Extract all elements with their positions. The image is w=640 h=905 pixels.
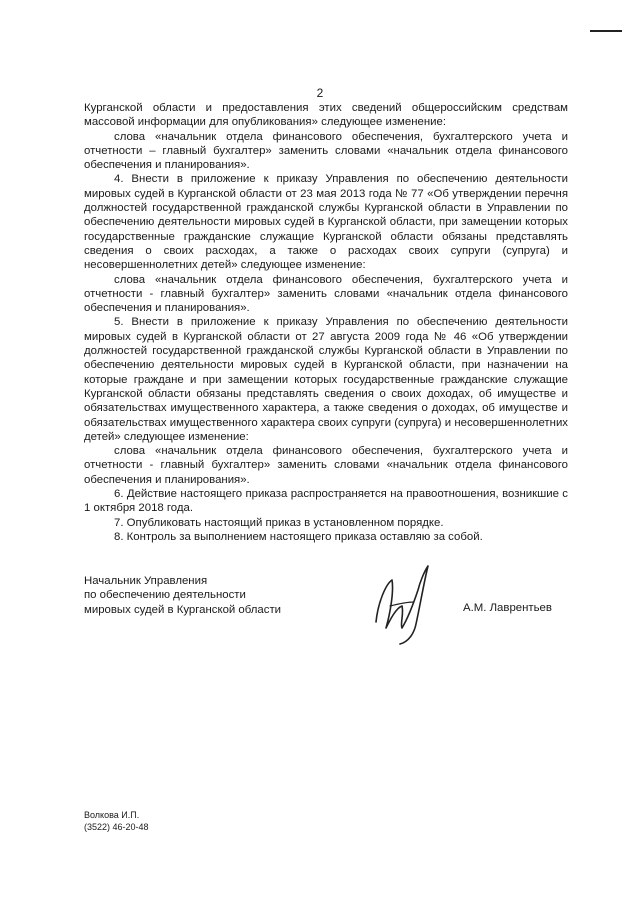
signer-title-line: Начальник Управления <box>84 575 208 587</box>
signer-title <box>84 574 324 617</box>
paragraph: слова «начальник отдела финансового обеспечения, бухгалтерского учета и отчетности - главный бухгалтер» заменить словами «начальник отдела финансового обеспечения и планирования». <box>84 445 568 486</box>
paragraph: 5. Внести в приложение к приказу Управления по обеспечению деятельности мировых судей в Курганской области от 27 августа 2009 года № 46 «Об утверждении должностей государственной гражданской службы Курганской области в Управлении по обеспечению деятельности мировых судей в Курганской области, при назначении на которые граждане и при замещении которых государственные гражданские служащие Курганской области обязаны представлять сведения о своих доходах, об имуществе и обязательствах имущественного характера, а также сведения о доходах, об имуществе и обязательствах имущественного характера своих супруги (супруга) и несовершеннолетних детей» следующее изменение: <box>84 316 568 443</box>
paragraph: 6. Действие настоящего приказа распространяется на правоотношения, возникшие с 1 октября 2018 года. <box>84 488 568 515</box>
page-number: 2 <box>316 86 324 100</box>
paragraph: слова «начальник отдела финансового обеспечения, бухгалтерского учета и отчетности - главный бухгалтер» заменить словами «начальник отдела финансового обеспечения и планирования». <box>84 273 568 315</box>
paragraph: 4. Внести в приложение к приказу Управления по обеспечению деятельности мировых судей в Курганской области от 23 мая 2013 года № 77 «Об утверждении перечня должностей государственной гражданской службы Курганской области в Управлении по обеспечению деятельности мировых судей в Курганской области, при замещении которых государственные гражданские служащие Курганской области обязаны представлять сведения о своих расходах, а также о расходах своих супруги (супруга) и несовершеннолетних детей» следующее изменение: <box>84 173 568 272</box>
paragraph: 8. Контроль за выполнением настоящего приказа оставляю за собой. <box>114 530 483 543</box>
handwritten-signature <box>364 562 444 648</box>
signer-title-line: мировых судей в Курганской области <box>84 603 282 616</box>
executor-phone: (3522) 46-20-48 <box>84 821 149 832</box>
document-footer <box>84 810 149 833</box>
signer-title-line: по обеспечению деятельности <box>84 589 246 602</box>
paragraph: Курганской области и предоставления этих сведений общероссийским средствам массовой информации для опубликования» следующее изменение: <box>84 102 568 129</box>
scan-mark <box>590 30 622 32</box>
signer-name: А.М. Лаврентьев <box>463 602 552 614</box>
document-body <box>84 101 568 544</box>
paragraph: 7. Опубликовать настоящий приказ в установленном порядке. <box>114 516 444 529</box>
paragraph: слова «начальник отдела финансового обеспечения, бухгалтерского учета и отчетности – главный бухгалтер» заменить словами «начальник отдела финансового обеспечения и планирования». <box>84 130 568 172</box>
executor-name: Волкова И.П. <box>84 810 140 820</box>
